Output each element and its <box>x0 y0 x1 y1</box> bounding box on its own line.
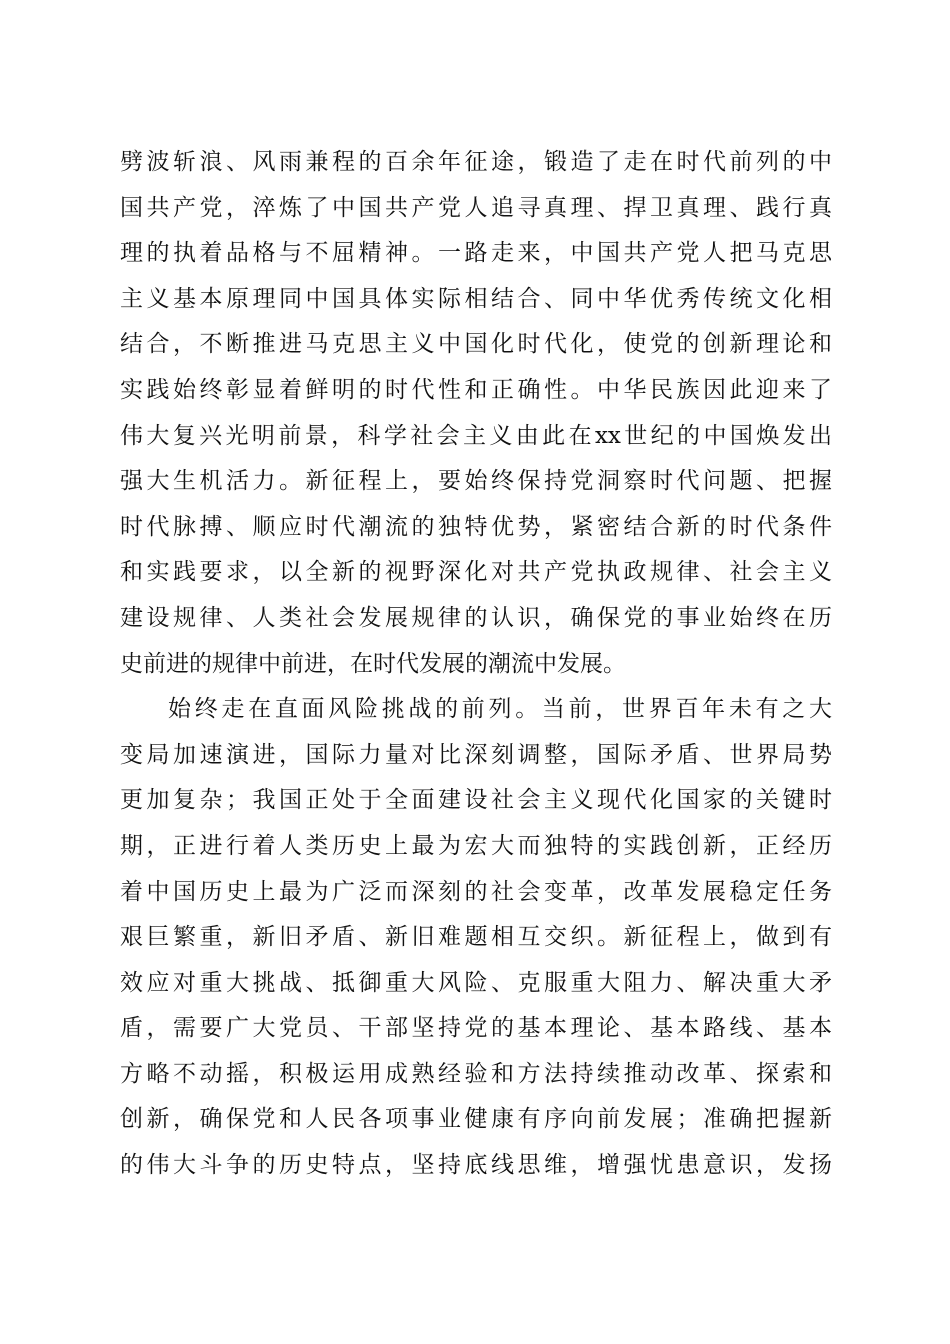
text-line: 伟大复兴光明前景，科学社会主义由此在xx世纪的中国焕发出 <box>120 422 832 449</box>
text-line: 更加复杂；我国正处于全面建设社会主义现代化国家的关键时 <box>120 787 832 814</box>
text-line: 结合，不断推进马克思主义中国化时代化，使党的创新理论和 <box>120 331 832 358</box>
text-line: 始终走在直面风险挑战的前列。当前，世界百年未有之大 <box>168 696 832 723</box>
text-line: 实践始终彰显着鲜明的时代性和正确性。中华民族因此迎来了 <box>120 376 832 403</box>
body-text <box>120 140 832 1189</box>
text-line: 强大生机活力。新征程上，要始终保持党洞察时代问题、把握 <box>120 468 832 495</box>
text-line: 和实践要求，以全新的视野深化对共产党执政规律、社会主义 <box>120 559 832 586</box>
text-line: 盾，需要广大党员、干部坚持党的基本理论、基本路线、基本 <box>120 1015 832 1042</box>
text-line: 史前进的规律中前进，在时代发展的潮流中发展。 <box>120 650 626 677</box>
text-line: 劈波斩浪、风雨兼程的百余年征途，锻造了走在时代前列的中 <box>120 149 832 175</box>
text-line: 着中国历史上最为广泛而深刻的社会变革，改革发展稳定任务 <box>120 878 832 905</box>
text-line: 建设规律、人类社会发展规律的认识，确保党的事业始终在历 <box>120 604 832 631</box>
text-line: 的伟大斗争的历史特点，坚持底线思维，增强忧患意识，发扬 <box>120 1152 832 1179</box>
paragraph-1 <box>120 140 832 687</box>
text-line: 主义基本原理同中国具体实际相结合、同中华优秀传统文化相 <box>120 285 832 312</box>
text-line: 国共产党，淬炼了中国共产党人追寻真理、捍卫真理、践行真 <box>120 194 832 221</box>
paragraph-2 <box>120 687 832 1189</box>
text-line: 艰巨繁重，新旧矛盾、新旧难题相互交织。新征程上，做到有 <box>120 924 832 951</box>
text-line: 创新，确保党和人民各项事业健康有序向前发展；准确把握新 <box>120 1106 832 1133</box>
text-line: 效应对重大挑战、抵御重大风险、克服重大阻力、解决重大矛 <box>120 969 832 996</box>
text-line: 时代脉搏、顺应时代潮流的独特优势，紧密结合新的时代条件 <box>120 513 832 540</box>
text-line: 期，正进行着人类历史上最为宏大而独特的实践创新，正经历 <box>120 832 832 859</box>
text-line: 变局加速演进，国际力量对比深刻调整，国际矛盾、世界局势 <box>120 741 832 768</box>
text-line: 方略不动摇，积极运用成熟经验和方法持续推动改革、探索和 <box>120 1060 832 1087</box>
text-line: 理的执着品格与不屈精神。一路走来，中国共产党人把马克思 <box>120 240 832 267</box>
